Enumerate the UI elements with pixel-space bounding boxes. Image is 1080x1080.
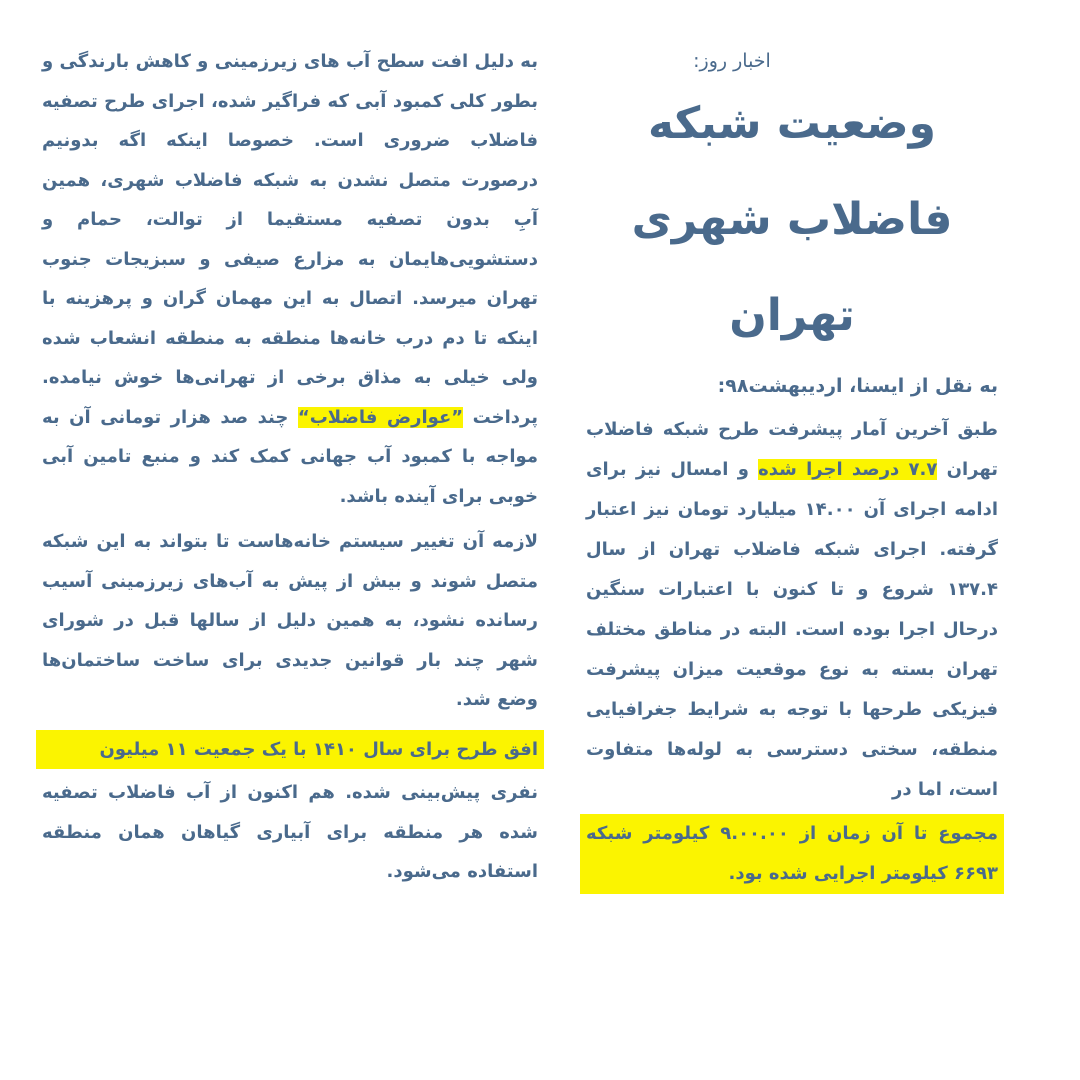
right-body — [586, 410, 998, 894]
highlight-progress-percent: ۷.۷ درصد اجرا شده — [758, 459, 938, 480]
highlight-plan-horizon: افق طرح برای سال ۱۴۱۰ با یک جمعیت ۱۱ میلیون — [36, 730, 544, 770]
headline-line-1: وضعیت شبکه — [647, 98, 937, 149]
headline — [586, 76, 998, 364]
left-column — [42, 42, 538, 892]
highlight-sewage-fee: ”عوارض فاضلاب“ — [297, 406, 464, 428]
right-text-a: طبق آخرین آمار پیشرفت طرح شبکه فاضلاب تهران — [586, 419, 998, 480]
left-text-c: نفری پیش‌بینی شده. هم اکنون از آب فاضلاب تصفیه شده هر منطقه برای آبیاری گیاهان همان منطقه استفاده می‌شود. — [42, 782, 538, 882]
left-body — [42, 42, 538, 892]
highlight-network-km: مجموع تا آن زمان از ۹.۰۰.۰۰ کیلومتر شبکه ۶۶۹۳ کیلومتر اجرایی شده بود. — [580, 814, 1004, 894]
headline-line-2: فاضلاب شهری — [631, 194, 953, 245]
right-text-b: و امسال نیز برای ادامه اجرای آن ۱۴.۰۰ میلیارد تومان نیز اعتبار گرفته. اجرای شبکه فاضلاب تهران از سال ۱۳۷.۴ شروع و تا کنون با اعتبارات سنگین درحال اجرا بوده است. البته در مناطق مختلف تهران بسته به نوع موقعیت میزان پیشرفت فیزیکی طرحها با توجه به شرایط جغرافیایی منطقه، سختی دسترسی به لوله‌ها متفاوت است، اما در — [586, 459, 998, 800]
left-text-b: چند صد هزار تومانی آن به مواجه با کمبود آب جهانی کمک کند و منبع تامین آبی خوبی برای آینده باشد. — [42, 406, 538, 507]
left-text-a: به دلیل افت سطح آب های زیرزمینی و کاهش بارندگی و بطور کلی کمبود آبی که فراگیر شده، اجرای طرح تصفیه فاضلاب ضروری است. خصوصا اینکه اگه بدونیم درصورت متصل نشدن به شبکه فاضلاب شهری، همین آبِ بدون تصفیه مستقیما از توالت، حمام و دستشویی‌هایمان به مزارع صیفی و سبزیجات جنوب تهران میرسد. اتصال به این مهمان گران و پرهزینه با اینکه تا دم درب خانه‌ها منطقه به منطقه انشعاب شده ولی خیلی به مذاق برخی از تهرانی‌ها خوش نیامده. پرداخت — [42, 51, 538, 428]
left-paragraph-3 — [42, 730, 538, 892]
left-paragraph-1 — [42, 42, 538, 516]
right-paragraph — [586, 410, 998, 894]
headline-line-3: تهران — [729, 290, 855, 341]
kicker-label: اخبار روز: — [693, 50, 771, 72]
left-paragraph-2: لازمه آن تغییر سیستم خانه‌هاست تا بتواند به این شبکه متصل شوند و بیش از پیش به آب‌های زیرزمینی آسیب رسانده نشود، به همین دلیل از سالها قبل در شورای شهر چند بار قوانین جدیدی برای ساخت ساختمان‌ها وضع شد. — [42, 531, 538, 710]
right-column — [586, 50, 998, 898]
source-line: به نقل از ایسنا، اردیبهشت۹۸: — [717, 375, 998, 397]
